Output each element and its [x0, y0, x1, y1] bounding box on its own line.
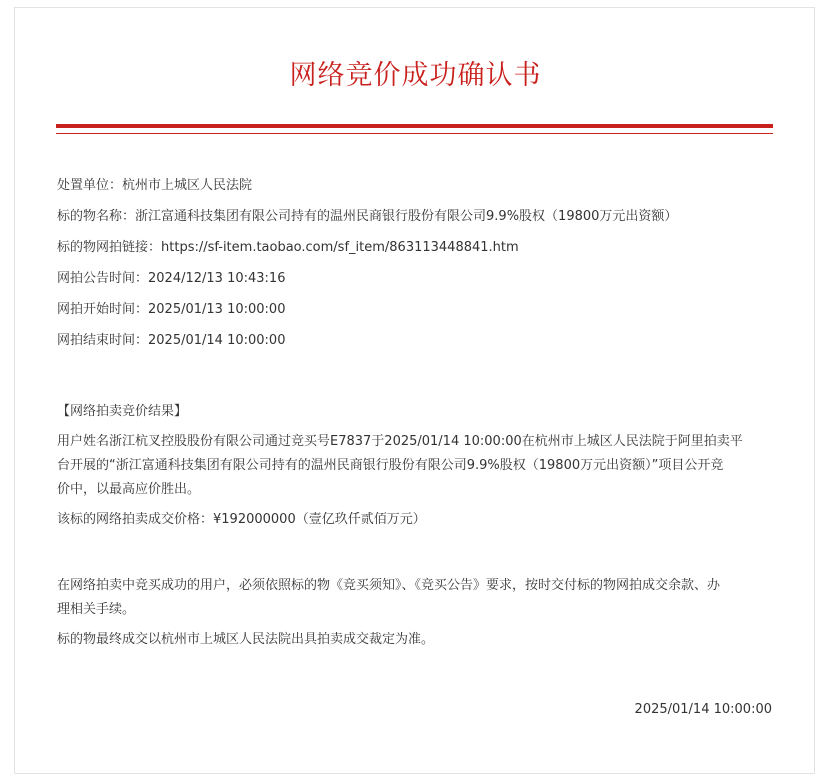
- meta-item-name: [57, 205, 777, 236]
- auction-result-section: [57, 400, 777, 538]
- meta-disposal-unit: [57, 174, 777, 205]
- result-line-3: 价中，以最高应价胜出。: [57, 482, 201, 497]
- meta-start-time: [57, 298, 777, 329]
- meta-label: 网拍结束时间：: [57, 333, 149, 348]
- notice-line-2: 理相关手续。: [57, 602, 136, 617]
- result-price: 该标的网络拍卖成交价格：¥192000000（壹亿玖仟贰佰万元）: [57, 512, 426, 527]
- result-line-2: 台开展的“浙江富通科技集团有限公司持有的温州民商银行股份有限公司9.9%股权（19800万元出资额）”项目公开竞: [57, 458, 724, 473]
- result-paragraph: [57, 430, 777, 502]
- meta-value: 浙江富通科技集团有限公司持有的温州民商银行股份有限公司9.9%股权（19800万元出资额）: [135, 209, 678, 224]
- notice-section: [57, 574, 777, 658]
- meta-label: 网拍开始时间：: [57, 302, 149, 317]
- result-heading: 【网络拍卖竞价结果】: [57, 404, 188, 419]
- notice-final: 标的物最终成交以杭州市上城区人民法院出具拍卖成交裁定为准。: [57, 632, 435, 647]
- notice-paragraph: [57, 574, 777, 622]
- document-title: 网络竞价成功确认书: [289, 60, 542, 91]
- meta-label: 标的物名称：: [57, 209, 136, 224]
- meta-value: 2025/01/14 10:00:00: [148, 333, 286, 348]
- title-divider-thin: [56, 133, 773, 134]
- meta-announce-time: [57, 267, 777, 298]
- document-date: 2025/01/14 10:00:00: [634, 702, 772, 717]
- meta-value: 2025/01/13 10:00:00: [148, 302, 286, 317]
- result-line-1: 用户姓名浙江杭叉控股股份有限公司通过竞买号E7837于2025/01/14 10:00:00在杭州市上城区人民法院于阿里拍卖平: [57, 434, 743, 449]
- auction-meta: [57, 174, 777, 360]
- meta-label: 处置单位：: [57, 178, 123, 193]
- meta-label: 网拍公告时间：: [57, 271, 149, 286]
- meta-label: 标的物网拍链接：: [57, 240, 162, 255]
- meta-item-link: [57, 236, 777, 267]
- notice-line-1: 在网络拍卖中竞买成功的用户，必须依照标的物《竞买须知》、《竞买公告》要求，按时交付标的物网拍成交余款、办: [57, 578, 721, 593]
- meta-end-time: [57, 329, 777, 360]
- meta-value: 2024/12/13 10:43:16: [148, 271, 286, 286]
- title-divider-thick: [56, 124, 773, 128]
- document-frame: [14, 7, 815, 774]
- meta-link-value: https://sf-item.taobao.com/sf_item/863113448841.htm: [161, 240, 519, 255]
- meta-value: 杭州市上城区人民法院: [122, 178, 253, 193]
